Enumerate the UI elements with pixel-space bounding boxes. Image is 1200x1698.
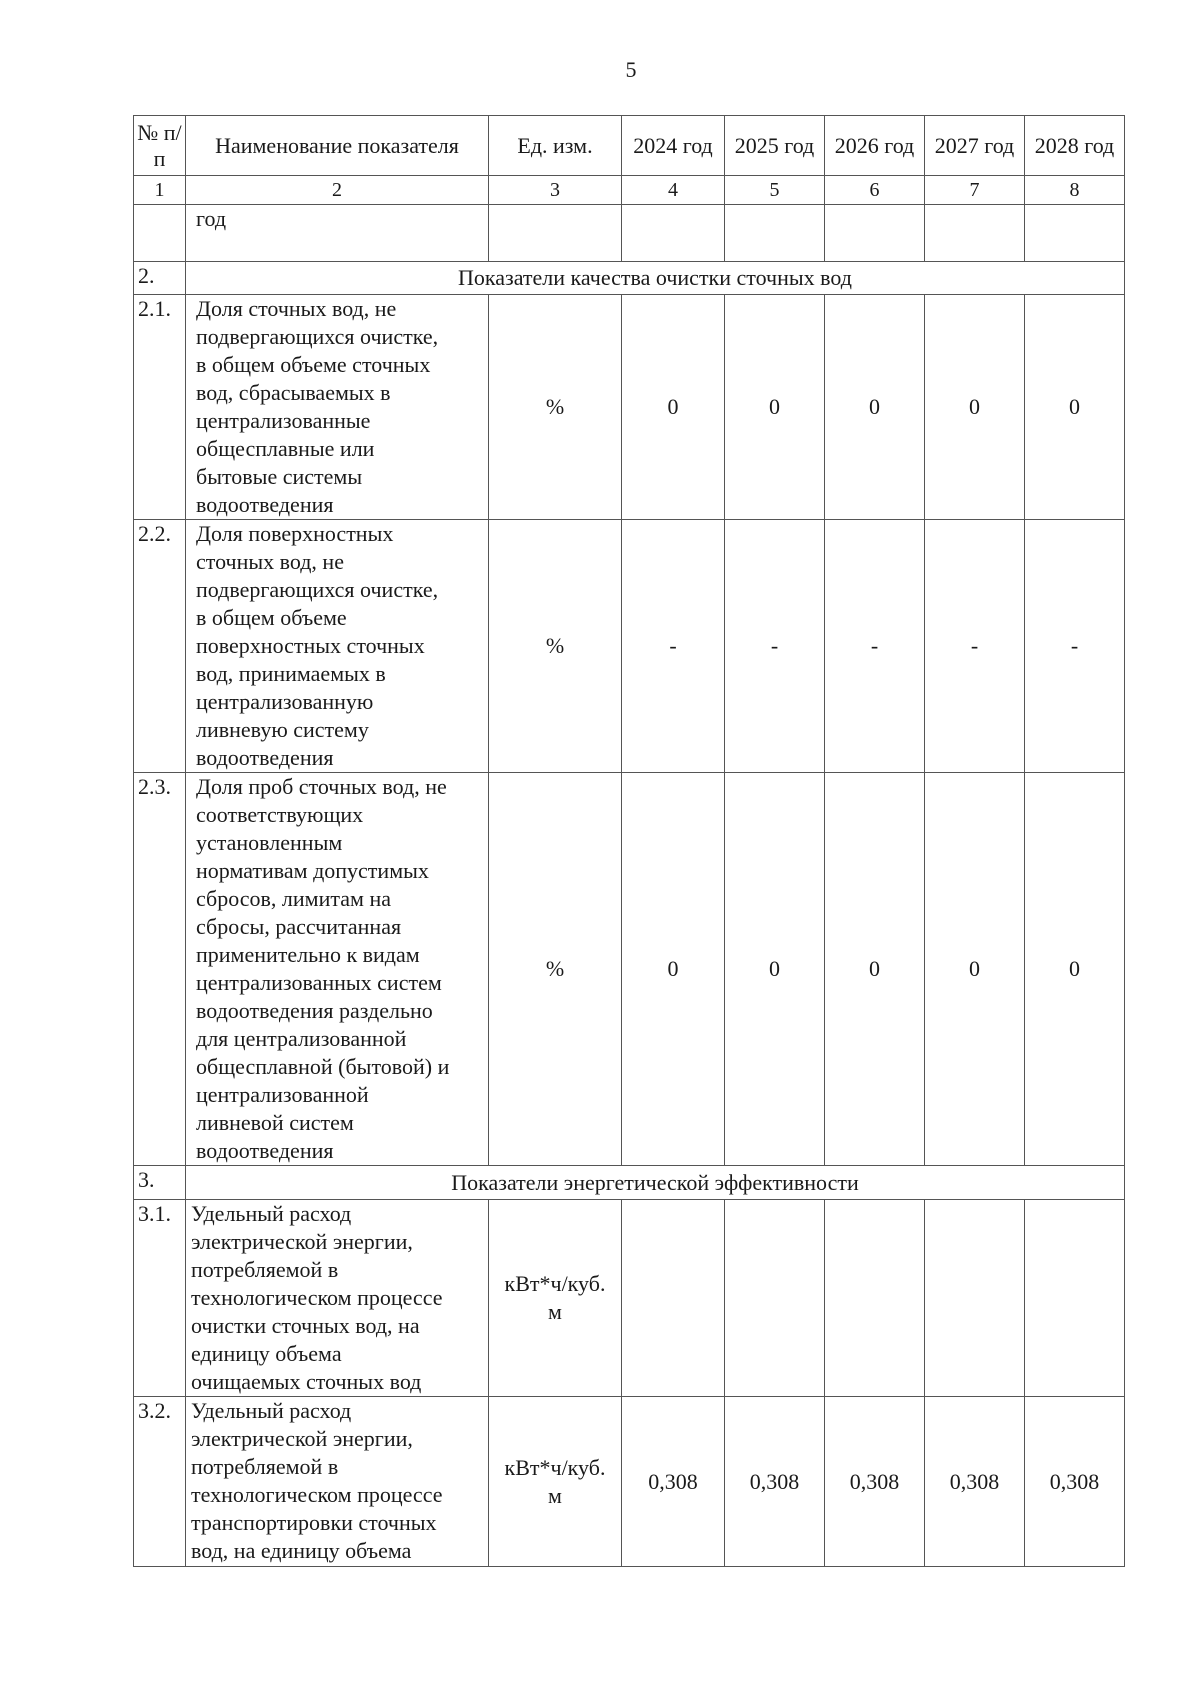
row-name-line: электрической энергии, (191, 1426, 413, 1451)
header-row (134, 116, 1125, 176)
row-name-line: бытовые системы (196, 464, 363, 489)
row-name-line: водоотведения (196, 1138, 334, 1163)
value-2028: - (1025, 520, 1125, 773)
row-name-line: сточных вод, не (196, 549, 344, 574)
row-name-line: подвергающихся очистке, (196, 577, 439, 602)
row-unit (489, 1397, 622, 1567)
row-name (186, 1200, 489, 1397)
column-index-row (134, 176, 1125, 205)
section-number: 3. (134, 1166, 186, 1200)
row-name-line: применительно к видам (196, 942, 420, 967)
section-row (134, 262, 1125, 295)
row-name-line: очистки сточных вод, на (191, 1313, 420, 1338)
column-index: 7 (925, 176, 1025, 205)
header-year-2024: 2024 год (622, 116, 725, 176)
row-name-line: Доля проб сточных вод, не (196, 774, 447, 799)
row-name-line: централизованных систем (196, 970, 442, 995)
section-number: 2. (134, 262, 186, 295)
column-index: 4 (622, 176, 725, 205)
row-name-line: очищаемых сточных вод (191, 1369, 422, 1394)
row-number: 2.3. (134, 773, 186, 1166)
row-unit: % (489, 295, 622, 520)
row-number: 2.2. (134, 520, 186, 773)
row-name-line: водоотведения (196, 745, 334, 770)
value-2026: - (825, 520, 925, 773)
row-name (186, 1397, 489, 1567)
section-row (134, 1166, 1125, 1200)
header-year-2025: 2025 год (725, 116, 825, 176)
table-row (134, 1397, 1125, 1567)
value-2024: 0 (622, 295, 725, 520)
header-unit: Ед. изм. (489, 116, 622, 176)
row-name-line: единицу объема (191, 1341, 342, 1366)
row-name-line: сбросы, рассчитанная (196, 914, 402, 939)
row-name-line: установленным (196, 830, 343, 855)
row-name-line: Доля поверхностных (196, 521, 394, 546)
row-name-line: общесплавной (бытовой) и (196, 1054, 450, 1079)
row-name-line: Удельный расход (191, 1398, 352, 1423)
row-name (186, 520, 489, 773)
value-2028 (1025, 1200, 1125, 1397)
row-name-line: вод, на единицу объема (191, 1538, 412, 1563)
row-unit-line: кВт*ч/куб. (504, 1454, 606, 1480)
row-name-line: вод, сбрасываемых в (196, 380, 391, 405)
header-year-2026: 2026 год (825, 116, 925, 176)
value-2025: 0 (725, 773, 825, 1166)
value-2024: 0 (622, 773, 725, 1166)
row-name-line: в общем объеме (196, 605, 347, 630)
value-2028: 0 (1025, 295, 1125, 520)
value-2027: 0 (925, 295, 1025, 520)
row-name-line: централизованной (196, 1082, 369, 1107)
row-number: 3.2. (134, 1397, 186, 1567)
table-row (134, 520, 1125, 773)
row-name-line: для централизованной (196, 1026, 407, 1051)
row-name (186, 773, 489, 1166)
row-name-line: нормативам допустимых (196, 858, 429, 883)
table-row (134, 295, 1125, 520)
value-2026 (825, 1200, 925, 1397)
header-name: Наименование показателя (186, 116, 489, 176)
row-name (186, 295, 489, 520)
row-unit-line: м (548, 1482, 562, 1508)
table-row (134, 1200, 1125, 1397)
column-index: 1 (134, 176, 186, 205)
row-name-line: в общем объеме сточных (196, 352, 431, 377)
row-unit-line: м (548, 1299, 562, 1324)
column-index: 5 (725, 176, 825, 205)
column-index: 3 (489, 176, 622, 205)
value-2025: - (725, 520, 825, 773)
continuation-row (134, 205, 1125, 262)
row-name: год (186, 205, 489, 262)
table-row (134, 773, 1125, 1166)
row-name-line: потребляемой в (191, 1454, 339, 1479)
row-unit: % (489, 520, 622, 773)
value-2024: - (622, 520, 725, 773)
row-name-line: поверхностных сточных (196, 633, 425, 658)
value-2024: 0,308 (622, 1397, 725, 1567)
row-name-line: подвергающихся очистке, (196, 324, 439, 349)
row-name-line: технологическом процессе (191, 1482, 443, 1507)
value-2028: 0 (1025, 773, 1125, 1166)
column-index: 6 (825, 176, 925, 205)
value-2025 (725, 1200, 825, 1397)
value-2027: - (925, 520, 1025, 773)
page-number: 5 (625, 57, 637, 82)
row-name-line: ливневую систему (196, 717, 369, 742)
indicators-table (133, 115, 1125, 1567)
value-2025: 0 (725, 295, 825, 520)
column-index: 2 (186, 176, 489, 205)
section-title: Показатели качества очистки сточных вод (186, 262, 1125, 295)
row-number: 2.1. (134, 295, 186, 520)
row-unit (489, 1200, 622, 1397)
section-title: Показатели энергетической эффективности (186, 1166, 1125, 1200)
row-name-line: ливневой систем (196, 1110, 354, 1135)
row-name-line: водоотведения раздельно (196, 998, 433, 1023)
row-number (134, 205, 186, 262)
header-year-2027: 2027 год (925, 116, 1025, 176)
row-unit-line: кВт*ч/куб. (504, 1271, 606, 1296)
row-name-line: Доля сточных вод, не (196, 296, 397, 321)
row-name-line: транспортировки сточных (191, 1510, 437, 1535)
row-unit: % (489, 773, 622, 1166)
row-name-line: электрической энергии, (191, 1229, 413, 1254)
value-2025: 0,308 (725, 1397, 825, 1567)
row-name-line: централизованную (196, 689, 374, 714)
row-name-line: потребляемой в (191, 1257, 339, 1282)
row-name-line: вод, принимаемых в (196, 661, 386, 686)
header-no: № п/п (134, 116, 186, 176)
row-name-line: технологическом процессе (191, 1285, 443, 1310)
row-name-line: Удельный расход (191, 1201, 352, 1226)
value-2028: 0,308 (1025, 1397, 1125, 1567)
value-2026: 0,308 (825, 1397, 925, 1567)
row-name-line: сбросов, лимитам на (196, 886, 391, 911)
value-2026: 0 (825, 295, 925, 520)
row-name-line: водоотведения (196, 492, 334, 517)
value-2027: 0,308 (925, 1397, 1025, 1567)
row-name-line: соответствующих (196, 802, 364, 827)
value-2026: 0 (825, 773, 925, 1166)
value-2024 (622, 1200, 725, 1397)
row-name-line: общесплавные или (196, 436, 375, 461)
row-number: 3.1. (134, 1200, 186, 1397)
value-2027 (925, 1200, 1025, 1397)
row-name-line: централизованные (196, 408, 371, 433)
value-2027: 0 (925, 773, 1025, 1166)
header-year-2028: 2028 год (1025, 116, 1125, 176)
column-index: 8 (1025, 176, 1125, 205)
